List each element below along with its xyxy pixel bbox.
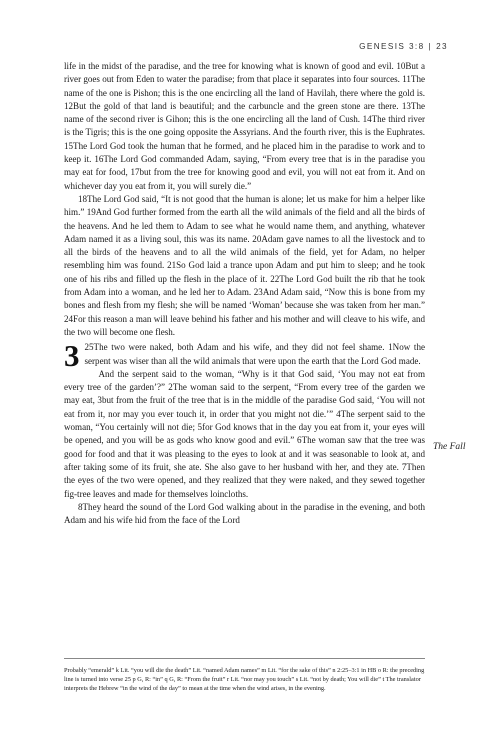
chapter-drop-cap: 3: [64, 338, 80, 374]
side-heading: The Fall: [433, 442, 466, 452]
paragraph-2: 18The Lord God said, “It is not good that the human is alone; let us make for him a helper like him.” 19And God further formed from the earth all the wild animals of the field and all the birds of the heavens. And he led them to Adam to see what he would name them, and anything, whatever Adam named it as a living soul, this was its name. 20Adam gave names to all the livestock and to all the birds of the heavens and to all the wild animals of the field, yet for Adam, no helper resembling him was found. 21So God laid a trance upon Adam and put him to sleep; and he took one of his ribs and filled up the flesh in the place of it. 22The Lord God built the rib that he took from Adam into a woman, and he led her to Adam. 23And Adam said, “Now this is bone from my bones and flesh from my flesh; she will be named ‘Woman’ because she was taken from her man.” 24For this reason a man will leave behind his father and his mother and will cleave to his wife, and the two will become one flesh.: [64, 193, 425, 337]
page-number: 23: [436, 42, 448, 51]
paragraph-4: And the serpent said to the woman, “Why is it that God said, ‘You may not eat from every tree of the garden’?” 2The woman said to the serpent, “From every tree of the garden we may eat, 3but from the fruit of the tree that is in the middle of the paradise God said, ‘You will not eat from it, nor may you ever touch it, in order that you might not die.’” 4The serpent said to the woman, “You certainly will not die; 5for God knows that in the day you eat from it, your eyes will be opened, and you will be as gods who know good and evil.” 6The woman saw that the tree was good for food and that it was pleasing to the eyes to look at and it was seasonable to look at, and after taking some of its fruit, she ate. She also gave to her husband with her, and they ate. 7Then the eyes of the two were opened, and they realized that they were naked, and they sewed together fig-tree leaves and made for themselves loincloths.: [64, 368, 425, 499]
chapter-3-opening: [64, 338, 425, 374]
paragraph-1: life in the midst of the paradise, and the tree for knowing what is known of good and evil. 10But a river goes out from Eden to water the paradise; from that place it separates into four sources. 11The name of the one is Pishon; this is the one encircling all the land of Havilah, there where the gold is. 12But the gold of that land is beautiful; and the carbuncle and the green stone are there. 13The name of the second river is Gihon; this is the one encircling all the land of Cush. 14The third river is the Tigris; this is the one going opposite the Assyrians. And the fourth river, this is the Euphrates. 15The Lord God took the human that he formed, and he placed him in the paradise to work and to keep it. 16The Lord God commanded Adam, saying, “From every tree that is in the paradise you may eat for food, 17but from the tree for knowing good and evil, you will not eat from it. And on whichever day you eat from it, you will surely die.”: [64, 61, 425, 191]
paragraph-3: 25The two were naked, both Adam and his wife, and they did not feel shame. 1Now the serpent was wiser than all the wild animals that were upon the earth that the Lord God made.: [84, 342, 425, 366]
running-header: [359, 42, 448, 51]
main-text: [64, 60, 425, 527]
header-separator: |: [428, 42, 433, 51]
footnote-divider: [64, 658, 425, 659]
header-book-reference: GENESIS 3:8: [359, 42, 425, 51]
footnotes: Probably “emerald” k Lit. “you will die the death” Lit. “named Adam names” m Lit. “for the sake of this” n 2:25–3:1 in HB o R: the preceding line is turned into verse 25 p G, R: “in” q G, R: “From the fruit” r Lit. “nor may you touch” s Lit. “not by death; You will die” t The translator interprets the Hebrew “in the wind of the day” to mean at the time when the wind arises, in the evening.: [64, 667, 425, 692]
paragraph-5: 8They heard the sound of the Lord God walking about in the paradise in the evening, and both Adam and his wife hid from the face of the Lord: [64, 501, 425, 526]
